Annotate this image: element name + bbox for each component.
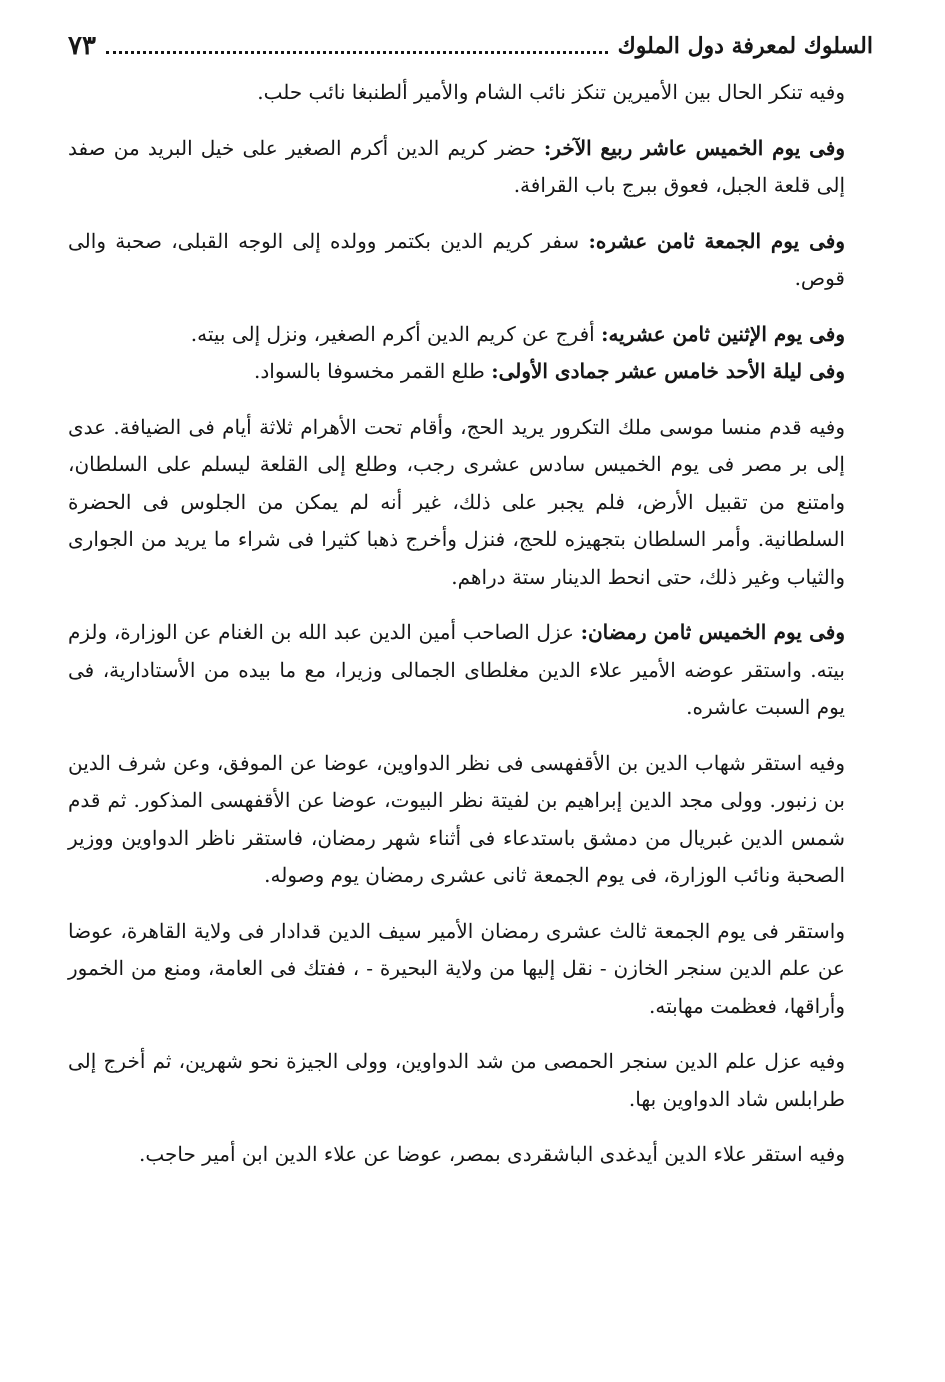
paragraph-text: وفيه عزل علم الدين سنجر الحمصى من شد الدواوين، وولى الجيزة نحو شهرين، ثم أخرج إلى طرابلس شاد الدواوين بها. [68, 1049, 845, 1111]
paragraph-lead: وفى يوم الإثنين ثامن عشريه: [601, 321, 845, 346]
paragraph-lead: وفى يوم الخميس عاشر ربيع الآخر: [543, 135, 845, 160]
paragraph-text: طلع القمر مخسوفا بالسواد. [254, 359, 492, 383]
paragraph-text: واستقر فى يوم الجمعة ثالث عشرى رمضان الأمير سيف الدين قدادار فى ولاية القاهرة، عوضا عن علم الدين سنجر الخازن - نقل إليها من ولاية البحيرة - ، ففتك فى العامة، ومنع من الخمور وأراقها، فعظمت مهابته. [68, 918, 845, 1018]
paragraph-text: وفيه قدم منسا موسى ملك التكرور يريد الحج، وأقام تحت الأهرام ثلاثة أيام فى الضيافة. عدى إلى بر مصر فى يوم الخميس سادس عشرى رجب، وطلع إلى القلعة ليسلم على السلطان، وامتنع من تقبيل الأرض، فلم يجبر على ذلك، غير أنه لم يمكن من الجلوس فى الحضرة السلطانية. وأمر السلطان بتجهيزه للحج، فنزل وأخرج ذهبا كثيرا فى شراء ما يريد من الجوارى والثياب وغير ذلك، حتى انحط الدينار ستة دراهم. [68, 414, 845, 589]
paragraph [68, 409, 873, 597]
paragraph [68, 223, 873, 298]
paragraph [68, 1043, 873, 1118]
running-header [68, 24, 873, 68]
paragraph-text: وفيه تنكر الحال بين الأميرين تنكز نائب الشام والأمير ألطنبغا نائب حلب. [257, 80, 845, 104]
paragraph [68, 913, 873, 1026]
paragraph-text: سفر كريم الدين بكتمر وولده إلى الوجه القبلى، صحبة والى قوص. [68, 228, 845, 290]
paragraph [68, 130, 873, 205]
paragraph [68, 1136, 873, 1174]
paragraph-text: وفيه استقر علاء الدين أيدغدى الباشقردى بمصر، عوضا عن علاء الدين ابن أمير حاجب. [139, 1142, 845, 1166]
book-title: السلوك لمعرفة دول الملوك [617, 33, 873, 59]
paragraph-lead: وفى ليلة الأحد خامس عشر جمادى الأولى: [491, 359, 845, 383]
paragraph-lead: وفى يوم الجمعة ثامن عشره: [588, 228, 845, 253]
paragraph [68, 745, 873, 895]
paragraph-text: وفيه استقر شهاب الدين بن الأقفهسى فى نظر الدواوين، عوضا عن الموفق، وعن شرف الدين بن زنبور. وولى مجد الدين إبراهيم بن لفيتة نظر البيوت، عوضا عن الأقفهسى المذكور. ثم قدم شمس الدين غبريال من دمشق باستدعاء فى أثناء شهر رمضان، فاستقر ناظر الدواوين ووزير الصحبة ونائب الوزارة، فى يوم الجمعة ثانى عشرى رمضان يوم وصوله. [68, 750, 845, 887]
paragraph [68, 614, 873, 727]
paragraph-lead: وفى يوم الخميس ثامن رمضان: [580, 620, 846, 644]
page-body [68, 74, 873, 1174]
paragraph [68, 74, 873, 112]
paragraph-text: حضر كريم الدين أكرم الصغير على خيل البريد من صفد إلى قلعة الجبل، فعوق ببرج باب القرافة. [68, 135, 845, 197]
paragraph-text: أفرج عن كريم الدين أكرم الصغير، ونزل إلى بيته. [190, 321, 602, 346]
dotted-leader [106, 51, 608, 54]
paragraph-text: عزل الصاحب أمين الدين عبد الله بن الغنام عن الوزارة، ولزم بيته. واستقر عوضه الأمير علاء الدين مغلطاى الجمالى وزيرا، مع ما بيده من الأستادارية، فى يوم السبت عاشره. [68, 620, 845, 719]
page-number: ٧٣ [68, 31, 96, 61]
paragraph [68, 353, 873, 391]
paragraph [68, 316, 873, 354]
